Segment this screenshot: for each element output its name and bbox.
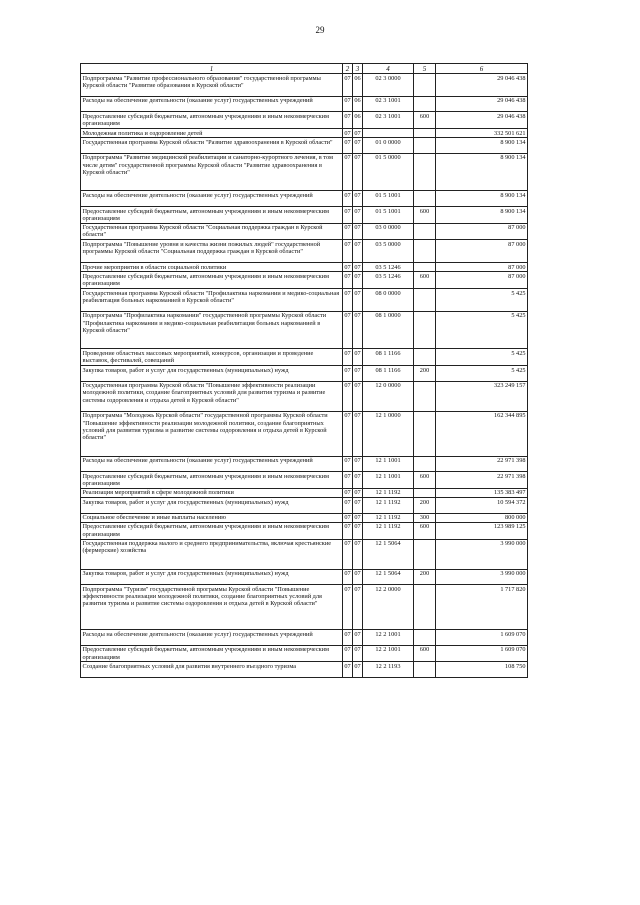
table-row [81, 585, 528, 630]
row-amount: 5 425 [436, 349, 528, 366]
row-target-code: 12 0 0000 [363, 381, 414, 411]
row-amount: 22 971 398 [436, 472, 528, 489]
row-subsection: 07 [353, 349, 363, 366]
row-name: Подпрограмма "Повышение уровня и качества жизни пожилых людей" государственной программы Курской области "Социальная поддержка граждан в Курской области" [81, 240, 343, 263]
row-name: Предоставление субсидий бюджетным, автономным учреждениям и иным некоммерческим организациям [81, 645, 343, 662]
row-target-code: 12 1 1192 [363, 498, 414, 514]
row-section: 07 [343, 630, 353, 646]
table-row [81, 129, 528, 138]
table-row [81, 138, 528, 154]
row-section: 07 [343, 153, 353, 191]
table-row [81, 522, 528, 539]
header-col-6: 6 [436, 64, 528, 74]
row-target-code: 12 1 5064 [363, 569, 414, 585]
table-row [81, 411, 528, 456]
row-expense-type [414, 381, 436, 411]
row-amount: 800 000 [436, 513, 528, 522]
row-amount: 1 717 820 [436, 585, 528, 630]
table-row [81, 645, 528, 662]
row-section: 07 [343, 662, 353, 678]
table-row [81, 366, 528, 382]
row-target-code: 08 0 0000 [363, 289, 414, 312]
table-row [81, 240, 528, 263]
row-subsection: 07 [353, 630, 363, 646]
row-name: Подпрограмма "Туризм" государственной программы Курской области "Повышение эффективности реализации молодежной политики, создание благоприятных условий для развития туризма и развитие системы оздоровления и отдыха детей в Курской области" [81, 585, 343, 630]
row-expense-type: 600 [414, 112, 436, 129]
row-target-code: 12 2 1001 [363, 630, 414, 646]
row-name: Подпрограмма "Развитие профессионального образования" государственной программы Курской области "Развитие образования в Курской области" [81, 74, 343, 97]
row-subsection: 07 [353, 522, 363, 539]
row-subsection: 07 [353, 207, 363, 224]
row-expense-type [414, 585, 436, 630]
row-target-code: 12 2 1001 [363, 645, 414, 662]
row-name: Государственная программа Курской области "Социальная поддержка граждан в Курской области" [81, 223, 343, 240]
row-section: 07 [343, 522, 353, 539]
table-row [81, 272, 528, 289]
row-target-code: 12 2 1193 [363, 662, 414, 678]
row-subsection: 07 [353, 498, 363, 514]
row-section: 07 [344, 263, 351, 271]
row-name: Проведение областных массовых мероприятий, конкурсов, организация и проведение выставок, фестивалей, совещаний [81, 349, 343, 366]
row-subsection: 07 [354, 263, 361, 271]
row-target-code: 12 1 1192 [363, 488, 414, 497]
row-name: Предоставление субсидий бюджетным, автономным учреждениям и иным некоммерческим организациям [81, 112, 343, 129]
row-amount: 87 000 [436, 263, 528, 272]
row-subsection: 07 [353, 223, 363, 240]
row-expense-type [414, 129, 436, 138]
row-amount: 10 594 372 [436, 498, 528, 514]
row-name: Реализация мероприятий в сфере молодежной политики [81, 488, 343, 497]
row-section: 07 [343, 112, 353, 129]
row-section: 07 [343, 539, 353, 569]
table-row [81, 289, 528, 312]
row-section: 07 [343, 498, 353, 514]
row-subsection: 07 [354, 489, 361, 497]
row-target-code: 08 1 0000 [363, 311, 414, 349]
row-target-code: 12 1 1192 [363, 513, 414, 522]
table-row [81, 311, 528, 349]
row-amount: 3 990 000 [436, 569, 528, 585]
row-expense-type [414, 539, 436, 569]
header-col-3: 3 [353, 64, 363, 74]
row-expense-type [414, 289, 436, 312]
row-subsection: 07 [353, 539, 363, 569]
page-number: 29 [315, 25, 325, 35]
row-section: 07 [343, 456, 353, 472]
table-row [81, 662, 528, 678]
table-row [81, 223, 528, 240]
row-name: Государственная поддержка малого и среднего предпринимательства, включая крестьянские (фермерские) хозяйства [81, 539, 343, 569]
row-name: Создание благоприятных условий для развития внутреннего въездного туризма [81, 662, 343, 678]
header-col-5: 5 [414, 64, 436, 74]
table-row [81, 456, 528, 472]
row-subsection: 07 [354, 514, 361, 522]
row-amount: 3 990 000 [436, 539, 528, 569]
row-name: Подпрограмма "Развитие медицинской реабилитации и санаторно-курортного лечения, в том числе детям" государственной программы Курской области "Развитие здравоохранения в Курской области" [81, 153, 343, 191]
row-section: 07 [343, 207, 353, 224]
row-target-code: 01 5 1001 [363, 207, 414, 224]
table-row [81, 630, 528, 646]
row-expense-type [414, 456, 436, 472]
row-amount: 29 046 438 [436, 112, 528, 129]
row-target-code: 12 2 0000 [363, 585, 414, 630]
row-amount: 8 900 134 [436, 138, 528, 154]
table-row [81, 488, 528, 497]
row-target-code: 03 5 1246 [363, 272, 414, 289]
row-target-code [363, 129, 414, 138]
row-subsection: 07 [354, 129, 361, 137]
row-name: Закупка товаров, работ и услуг для государственных (муниципальных) нужд [81, 569, 343, 585]
table-row [81, 498, 528, 514]
table-row [81, 96, 528, 112]
row-target-code: 02 3 1001 [363, 96, 414, 112]
row-amount: 22 971 398 [436, 456, 528, 472]
row-subsection: 07 [353, 456, 363, 472]
row-expense-type [414, 311, 436, 349]
row-amount: 162 344 895 [436, 411, 528, 456]
row-name: Расходы на обеспечение деятельности (оказание услуг) государственных учреждений [81, 96, 343, 112]
row-amount: 87 000 [436, 240, 528, 263]
row-target-code: 08 1 1166 [363, 349, 414, 366]
row-name: Государственная программа Курской области "Профилактика наркомании и медико-социальная реабилитация больных наркоманией в Курской области" [81, 289, 343, 312]
table-row [81, 569, 528, 585]
row-section: 07 [344, 514, 351, 522]
row-section: 07 [343, 472, 353, 489]
row-expense-type [414, 488, 436, 497]
row-amount: 123 989 125 [436, 522, 528, 539]
row-name: Закупка товаров, работ и услуг для государственных (муниципальных) нужд [81, 498, 343, 514]
row-expense-type: 600 [414, 472, 436, 489]
row-expense-type [414, 263, 436, 272]
row-expense-type [414, 74, 436, 97]
header-col-4: 4 [363, 64, 414, 74]
row-subsection: 06 [353, 74, 363, 97]
table-row [81, 153, 528, 191]
row-section: 07 [343, 240, 353, 263]
row-amount: 29 046 438 [436, 96, 528, 112]
row-expense-type [414, 349, 436, 366]
row-amount: 1 609 070 [436, 630, 528, 646]
row-name: Предоставление субсидий бюджетным, автономным учреждениям и иным некоммерческим организациям [81, 472, 343, 489]
row-subsection: 06 [353, 112, 363, 129]
row-name: Предоставление субсидий бюджетным, автономным учреждениям и иным некоммерческим организациям [81, 522, 343, 539]
row-expense-type [414, 138, 436, 154]
row-section: 07 [343, 411, 353, 456]
row-target-code: 03 5 0000 [363, 240, 414, 263]
row-name: Молодежная политика и оздоровление детей [81, 129, 343, 138]
header-col-2: 2 [343, 64, 353, 74]
row-target-code: 12 1 1192 [363, 522, 414, 539]
row-expense-type: 200 [414, 366, 436, 382]
row-subsection: 07 [353, 240, 363, 263]
row-expense-type: 600 [414, 207, 436, 224]
row-section: 07 [343, 191, 353, 207]
row-section: 07 [343, 645, 353, 662]
table-row [81, 74, 528, 97]
row-amount: 108 750 [436, 662, 528, 678]
row-amount: 135 383 497 [436, 488, 528, 497]
row-section: 07 [343, 138, 353, 154]
row-expense-type [414, 240, 436, 263]
row-section: 07 [343, 272, 353, 289]
table-row [81, 263, 528, 272]
row-name: Предоставление субсидий бюджетным, автономным учреждениям и иным некоммерческим организациям [81, 207, 343, 224]
row-amount: 1 609 070 [436, 645, 528, 662]
row-name: Социальное обеспечение и иные выплаты населению [81, 513, 343, 522]
row-target-code: 12 1 0000 [363, 411, 414, 456]
row-section: 07 [343, 223, 353, 240]
row-amount: 323 249 157 [436, 381, 528, 411]
row-amount: 5 425 [436, 366, 528, 382]
row-name: Расходы на обеспечение деятельности (оказание услуг) государственных учреждений [81, 456, 343, 472]
row-name: Подпрограмма "Молодежь Курской области" государственной программы Курской области "Повышение эффективности реализации молодежной политики, создание благоприятных условий для развития туризма и развитие системы оздоровления и отдыха детей в Курской области" [81, 411, 343, 456]
row-section: 07 [343, 569, 353, 585]
row-section: 07 [343, 381, 353, 411]
row-amount: 8 900 134 [436, 191, 528, 207]
row-expense-type: 300 [414, 513, 436, 522]
row-section: 07 [344, 129, 351, 137]
row-name: Расходы на обеспечение деятельности (оказание услуг) государственных учреждений [81, 191, 343, 207]
row-name: Закупка товаров, работ и услуг для государственных (муниципальных) нужд [81, 366, 343, 382]
row-amount: 29 046 438 [436, 74, 528, 97]
row-subsection: 07 [353, 311, 363, 349]
row-amount: 8 900 134 [436, 207, 528, 224]
row-expense-type [414, 191, 436, 207]
table-row [81, 539, 528, 569]
row-expense-type: 200 [414, 498, 436, 514]
table-header-row [81, 64, 528, 74]
table-row [81, 381, 528, 411]
row-expense-type [414, 411, 436, 456]
row-subsection: 06 [353, 96, 363, 112]
row-target-code: 02 3 1001 [363, 112, 414, 129]
row-expense-type [414, 662, 436, 678]
row-expense-type: 600 [414, 522, 436, 539]
row-target-code: 01 5 0000 [363, 153, 414, 191]
row-section: 07 [343, 585, 353, 630]
row-target-code: 12 1 1001 [363, 456, 414, 472]
row-expense-type: 600 [414, 272, 436, 289]
table-row [81, 513, 528, 522]
row-subsection: 07 [353, 191, 363, 207]
row-subsection: 07 [353, 411, 363, 456]
row-target-code: 01 5 1001 [363, 191, 414, 207]
row-name: Предоставление субсидий бюджетным, автономным учреждениям и иным некоммерческим организациям [81, 272, 343, 289]
row-name: Государственная программа Курской области "Развитие здравоохранения в Курской области" [81, 138, 343, 154]
row-target-code: 03 5 1246 [363, 263, 414, 272]
row-amount: 87 000 [436, 223, 528, 240]
budget-table [80, 63, 528, 678]
row-section: 07 [343, 289, 353, 312]
table-row [81, 112, 528, 129]
row-amount: 332 501 621 [436, 129, 528, 138]
row-target-code: 01 0 0000 [363, 138, 414, 154]
row-section: 07 [343, 74, 353, 97]
table-row [81, 472, 528, 489]
row-target-code: 03 0 0000 [363, 223, 414, 240]
row-subsection: 07 [353, 569, 363, 585]
row-subsection: 07 [353, 366, 363, 382]
row-subsection: 07 [353, 153, 363, 191]
budget-table-body [81, 64, 528, 678]
row-section: 07 [343, 349, 353, 366]
row-expense-type: 200 [414, 569, 436, 585]
row-subsection: 07 [353, 381, 363, 411]
row-target-code: 08 1 1166 [363, 366, 414, 382]
row-subsection: 07 [353, 138, 363, 154]
table-row [81, 207, 528, 224]
row-name: Государственная программа Курской области "Повышение эффективности реализации молодежной политики, создание благоприятных условий для развития туризма и развитие системы оздоровления и отдыха детей в Курской области" [81, 381, 343, 411]
row-name: Прочие мероприятия в области социальной политики [81, 263, 343, 272]
row-section: 07 [343, 96, 353, 112]
row-subsection: 07 [353, 585, 363, 630]
row-expense-type [414, 630, 436, 646]
row-target-code: 12 1 1001 [363, 472, 414, 489]
row-amount: 5 425 [436, 311, 528, 349]
table-row [81, 191, 528, 207]
row-subsection: 07 [353, 645, 363, 662]
row-section: 07 [344, 489, 351, 497]
row-expense-type [414, 223, 436, 240]
row-expense-type: 600 [414, 645, 436, 662]
row-amount: 87 000 [436, 272, 528, 289]
row-target-code: 02 3 0000 [363, 74, 414, 97]
table-row [81, 349, 528, 366]
row-expense-type [414, 153, 436, 191]
header-col-1: 1 [81, 64, 343, 74]
row-target-code: 12 1 5064 [363, 539, 414, 569]
row-section: 07 [343, 311, 353, 349]
row-expense-type [414, 96, 436, 112]
row-subsection: 07 [353, 662, 363, 678]
row-subsection: 07 [353, 272, 363, 289]
row-amount: 8 900 134 [436, 153, 528, 191]
row-subsection: 07 [353, 289, 363, 312]
row-subsection: 07 [353, 472, 363, 489]
row-amount: 5 425 [436, 289, 528, 312]
row-name: Подпрограмма "Профилактика наркомании" государственной программы Курской области "Профилактика наркомании и медико-социальная реабилитация больных наркоманией в Курской области" [81, 311, 343, 349]
row-section: 07 [343, 366, 353, 382]
row-name: Расходы на обеспечение деятельности (оказание услуг) государственных учреждений [81, 630, 343, 646]
